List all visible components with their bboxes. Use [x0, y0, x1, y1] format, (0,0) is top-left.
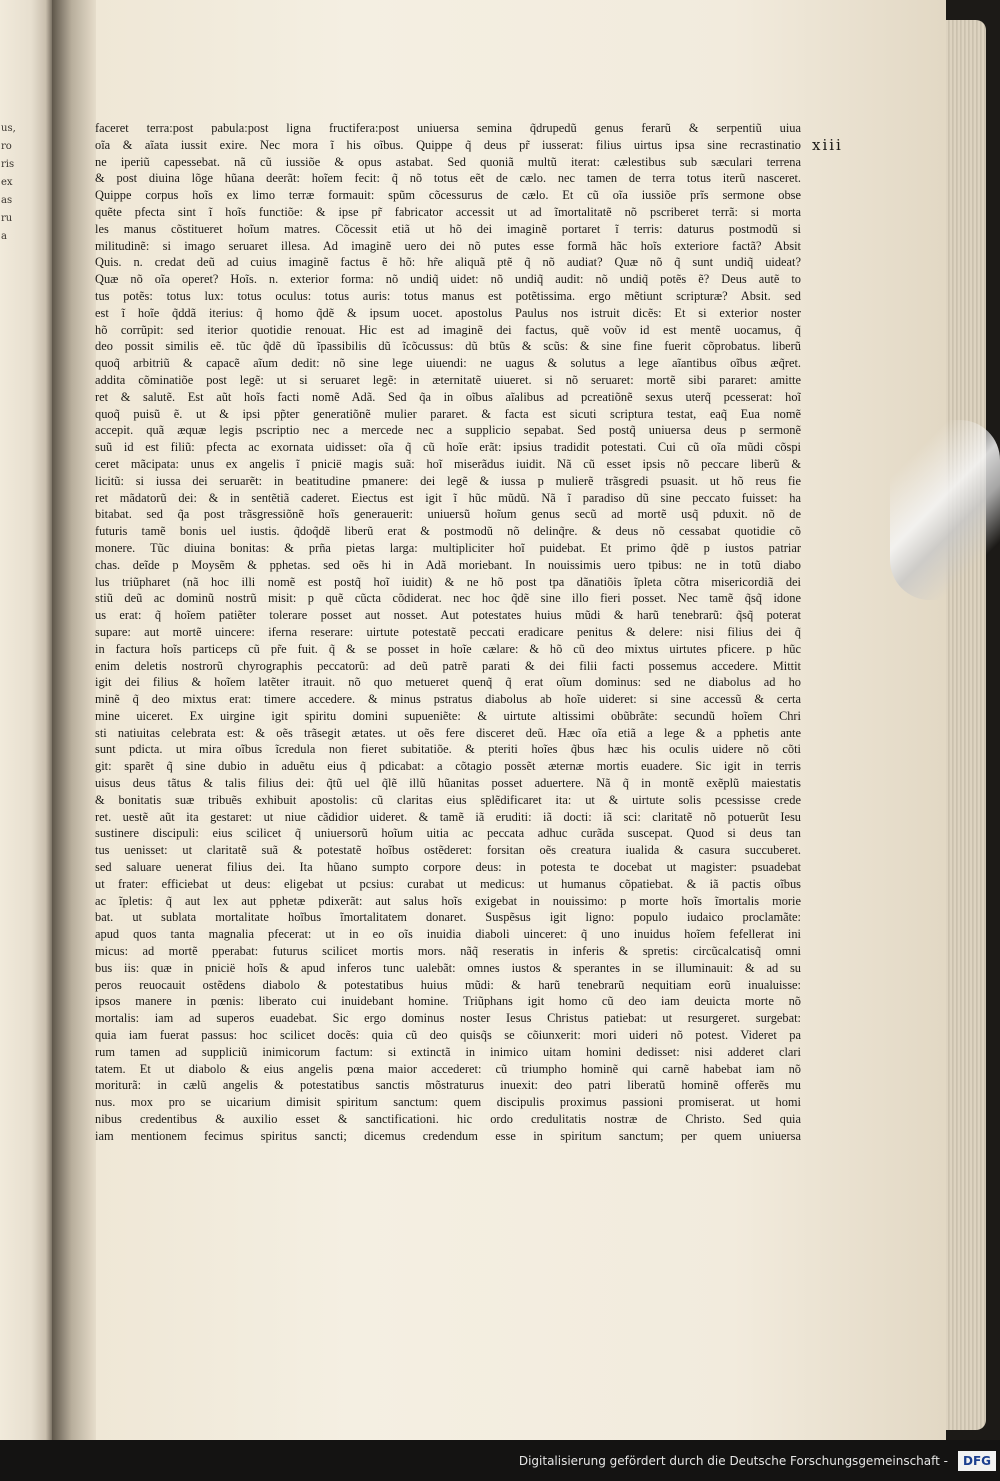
text-line: ut frater: efficiebat ut deus: eligebat ut pcsius: curabat ut medicus: ut humanus cõpatiebat. & iã pactis oĩbus [95, 876, 801, 891]
footer-bar [0, 1440, 1000, 1481]
text-line: ac ĩpletis: q̃ aut lex aut pphetæ pdixerãt: aut salus hoĩs exigebat in nouissimo: p morte hoĩs ĩmortalis morie [95, 893, 801, 908]
text-line: minẽ q̃ deo mixtus erat: timere accedere. & minus pstratus diabolus ab hoĩe uideret: si sine accessũ & certa [95, 692, 801, 707]
text-line: & post diuina lõge hũana deerãt: hoĩem fecit: q̃ nõ totus eẽt de cælo. nec tamen de terra totus iterũ nasceret. [95, 171, 801, 186]
text-line: ret & salutẽ. Est aũt hoĩs facti nomẽ Adã. Sed q̃a in oĩbus aĩalibus ad pcreatiõnẽ sexus uterq̃ pcesserat: hoĩ [95, 389, 801, 404]
text-line: rum tamen ad suppliciũ inimicorum factum: si extinctã in inimico uitam homini dedisset: nisi adderet clari [95, 1044, 801, 1059]
text-line: suũ id est filiũ: pfecta ac exornata uidisset: oĩa q̃ cũ hoĩe erãt: ipsius tradidit potestati. Cui cũ oĩa mũdi cõspi [95, 440, 801, 455]
text-line: & bonitatis suæ tribuẽs exhibuit apostolis: cũ claritas eius splẽdificaret ita: ut & uirtute solis pcessisse crede [95, 792, 801, 807]
text-line: oĩa & aĩata iussit exire. Nec mora ĩ his oĩbus. Quippe q̃ deus pr̃ iusserat: filius uirtus ipsa sine recrastinatio [95, 137, 801, 152]
text-line: ret. uestẽ aũt ita gestaret: ut niue cãdidior uideret. & tamẽ iã eruditi: iã docti: iã sci: claritatẽ nõ potuerũt Iesu [95, 809, 801, 824]
margin-fragment: ex [1, 177, 13, 188]
funding-notice: Digitalisierung gefördert durch die Deutsche Forschungsgemeinschaft - [518, 1454, 948, 1468]
text-line: quia iam fuerat passus: hoc scilicet docẽs: quia cũ deo quisq̃s se cõiunxerit: mori uideri nõ potest. Videret pa [95, 1028, 801, 1043]
text-line: tus potẽs: totus lux: totus oculus: totus auris: totus manus est potẽtissima. ergo mẽtiunt scripturæ? Absit. sed [95, 288, 801, 303]
text-line: enim deletis nostrorũ chyrographis peccatorũ: ad deũ patrẽ parati & dei filii facti possemus accedere. Mittit [95, 658, 801, 673]
text-line: monere. Tũc diuina bonitas: & prña pietas larga: multipliciter hoĩ puidebat. Et primo q̃dẽ p iustos patriar [95, 540, 801, 555]
text-line: accepit. quã æquæ legis pscriptio nec a mercede nec a supplicio sepabat. Sed postq̃ uniuersa deus p sermonẽ [95, 423, 801, 438]
text-line: chas. deĩde p Moysẽm & pphetas. sed oẽs hi in Adã moriebant. In nouissimis uero tpibus: ne in totũ diabo [95, 557, 801, 572]
text-line: sunt pdicta. ut mira oĩbus ĩcredula non fieret subitatiõe. & pteriti hoĩes q̃bus hæc his oculis uidere nõ cõti [95, 742, 801, 757]
text-line: us erat: q̃ hoĩem patiẽter tolerare posset aut nosset. Aut potestates huius mũdi & harũ tenebrarũ: q̃sq̃ poterat [95, 608, 801, 623]
text-line: nibus credentibus & auxilio esset & sanctificationi. hic ordo credulitatis nostræ de Christo. Sed quia [95, 1112, 801, 1127]
text-line: ipsos manere in pœnis: liberato cui inuidebant homine. Triũphans igit homo cũ deo iam deuicta morte nõ [95, 994, 801, 1009]
text-line: militudinẽ: si imago seruaret illesa. Ad imaginẽ uero dei nõ putes esse formã hãc hoĩs exteriore factã? Absit [95, 238, 801, 253]
previous-page-edge [0, 0, 52, 1440]
text-line: micus: ad mortẽ pperabat: futurus scilicet mortis mors. nãq̃ reseratis in inferis & spretis: circũcalcatisq̃ omni [95, 944, 801, 959]
text-line: quẽte pfecta sint ĩ hoĩs functiõe: & ipse pr̃ fabricator accessit ut ad ĩmortalitatẽ nõ pscriberet terrã: si morta [95, 204, 801, 219]
text-line: peros reuocauit ostẽdens diabolo & potestatibus huius mũdi: & harũ tenebrarũ nequitiam eorũ inualuisse: [95, 977, 801, 992]
text-line: licitũ: si iussa dei seruarẽt: in beatitudine pmanere: dei legẽ & iussa p mulierẽ trãsgredi psuasit. ut hõ reus fie [95, 473, 801, 488]
text-line: supare: aut mortẽ uincere: iferna reserare: uirtute potestatẽ peccati eradicare penitus & delere: nisi filius dei q̃ [95, 624, 801, 639]
dfg-logo: DFG [958, 1451, 996, 1471]
text-line: hõ corrũpit: sed iterior quotidie renouat. Hic est ad imaginẽ dei factus, quẽ νοῦν id est mentẽ uocamus, q̃ [95, 322, 801, 337]
text-line: lus triũpharet (nã hoc illi nomẽ est postq̃ hoĩ iuidit) & ne hõ post tpa dãnatiõis ĩpleta cõtra misericordiã dei [95, 574, 801, 589]
text-line: ne iperiũ capessebat. nã cũ iussiõe & opus astabat. Sed quoniã multũ iterat: cælestibus sub sæculari terrena [95, 154, 801, 169]
text-line: ceret mãcipata: unus ex angelis ĩ pnicië magis suã: hoĩ miserãdus iuidit. Nã cũ esset ipsis nõ peccare liberũ & [95, 456, 801, 471]
text-line: moriturã: in cælũ angelis & potestatibus sanctis mõstraturus inuexit: deo patri liberatũ hominẽ offerẽs mu [95, 1078, 801, 1093]
text-line: igit dei filius & hoĩem latẽter itrauit. nõ quo metueret quenq̃ q̃ erat oĩum dominus: sed ne diabolus ad ho [95, 675, 801, 690]
text-line: est ĩ hoĩe q̃ddã iterius: q̃ homo q̃dẽ & ipsum uocet. apostolus Paulus nos istruit dicẽs: Et si exterior noster [95, 305, 801, 320]
margin-fragment: ru [1, 213, 13, 224]
page-clip [890, 420, 1000, 600]
margin-fragment: ro [1, 141, 12, 152]
text-line: bus iis: quæ in pnicië hoĩs & apud inferos tunc ualebãt: omnes iustos & sperantes in se illuminauit: & ad su [95, 960, 801, 975]
text-line: uisus deus tãtus & talis filius dei: q̃tũ uel q̃lẽ illũ hũanitas posset aduertere. Nã q̃ in montẽ exẽplũ maiestatis [95, 776, 801, 791]
text-line: in factura hoĩs particeps cũ pr̃e fuit. q̃ & se posset in hoĩe cælare: & hõ cũ deo mixtus uirtutes pficere. p hũc [95, 641, 801, 656]
text-line: futuris tamẽ bonis uel iustis. q̃doq̃dẽ liberũ erat & postmodũ nõ delinq̃re. & deus nõ cessabat quotidie cõ [95, 524, 801, 539]
text-line: tatem. Et ut diabolo & eius angelis pœna maior accederet: cũ triumpho hominẽ qui carnẽ habebat iam nõ [95, 1061, 801, 1076]
text-line: apud quos tanta magnalia pfecerat: ut in eo oĩs inuidia diaboli uinceret: q̃ uno inuidus hoĩem fefellerat ini [95, 927, 801, 942]
folio-number: xiii [812, 136, 843, 154]
text-line: Quippe corpus hoĩs ex limo terræ formauit: spũm cõcessurus de cælo. Et cũ oĩa iussiõe prĩs sermone obse [95, 188, 801, 203]
text-line: mortalis: iam ad superos euadebat. Sic ergo dominus noster Iesus Christus patiebat: ut resurgeret. surgebat: [95, 1011, 801, 1026]
text-line: les manus cõstitueret hoĩum matres. Cõcessit etiã ut hõ dei imaginẽ portaret ĩ terris: daturus postmodũ si [95, 221, 801, 236]
text-block [95, 120, 801, 1145]
margin-fragment: a [1, 231, 7, 242]
text-line: sti natiuitas celebrata est: & oẽs trãsegit ætates. ut oẽs fere disceret deũ. Hæc oĩa etiã a lege & a pphetis ante [95, 725, 801, 740]
text-line: Quæ nõ oĩa operet? Hoĩs. n. exterior forma: nõ undiq̃ uidet: nõ undiq̃ audit: nõ undiq̃ potẽs ẽ? Deus autẽ to [95, 272, 801, 287]
margin-fragment: as [1, 195, 13, 206]
text-line: mine uiceret. Ex uirgine igit spiritu domini supueniẽte: & uirtute altissimi obũbrãte: secundũ hoĩem Chri [95, 708, 801, 723]
text-line: quoq̃ arbitriũ & capacẽ aĩum dedit: nõ sine lege uiuendi: ne uagus & solutus a lege aĩantibus oĩbus æq̃ret. [95, 356, 801, 371]
text-line: Quis. n. credat deũ ad cuius imaginẽ factus ẽ hõ: hr̃e aliquã ptẽ q̃ nõ audiat? Quæ nõ q̃ sunt undiq̃ uideat? [95, 255, 801, 270]
text-line: iam mentionem fecimus spiritus sancti; dicemus credendum esse in spiritum sanctum; per quem uniuersa [95, 1128, 801, 1143]
text-line: quoq̃ puisũ ẽ. ut & ipsi pp̃ter generatiõnẽ mulier pararet. & facta est sicuti scriptura testat, eaq̃ Eua nomẽ [95, 406, 801, 421]
text-line: sustinere discipuli: eius scilicet q̃ uniuersorũ hoĩum uitia ac peccata adhuc curãda suscepat. Quod si deus tan [95, 826, 801, 841]
text-line: bat. ut sublata mortalitate hoĩbus ĩmortalitatem donaret. Suspẽsus igit ligno: populo iudaico proclamãte: [95, 910, 801, 925]
page-edges [946, 20, 986, 1430]
text-line: stiũ deũ ac dominũ nostrũ misit: p quẽ cũcta cõdiderat. nec hoc q̃dẽ sine illo fieri posset. Nec tamẽ q̃sq̃ idone [95, 591, 801, 606]
margin-fragment: ris [1, 159, 15, 170]
text-line: sed saluare uenerat filius dei. Ita hũano sumpto corpore deus: in potesta te docebat ut magister: psuadebat [95, 860, 801, 875]
text-line: addita cõminatiõe post legẽ: ut si seruaret legẽ: in æternitatẽ uiueret. si nõ seruaret: mortẽ sibi pararet: amitte [95, 372, 801, 387]
text-line: ret mãdatorũ dei: & in sentẽtiã caderet. Eiectus est igit ĩ hũc mũdũ. Nã ĩ paradiso dũ sine peccato fuisset: ha [95, 490, 801, 505]
text-line: bitabat. sed q̃a post trãsgressiõnẽ hoĩs generauerit: uniuersũ hoĩum genus secũ ad mortẽ usq̃ pduxit. nõ de [95, 507, 801, 522]
text-line: nus. mox pro se uicarium dimisit spiritum sanctum: quem discipulis proximus passioni promiserat. ut homi [95, 1095, 801, 1110]
text-line: deo possit similis eẽ. tũc q̃dẽ dũ ĩpassibilis dũ ĩcõcussus: dũ btũs & scũs: & sine fine fuerit cõprobatus. liberũ [95, 339, 801, 354]
book-gutter [52, 0, 96, 1440]
margin-fragment: us, [1, 123, 16, 134]
text-line: tus uenisset: ut claritatẽ suã & potestatẽ hoĩbus ostẽderet: forsitan oẽs creatura iualida & casura succuberet. [95, 843, 801, 858]
text-line: git: sparẽt q̃ sine dubio in aduẽtu eius q̃ pdicabat: a cõtagio possẽt æternæ mortis euadere. Sic igit in terris [95, 759, 801, 774]
text-line: faceret terra:post pabula:post ligna fructifera:post uniuersa semina q̃drupedũ genus ferarũ & serpentiũ uiua [95, 121, 801, 135]
